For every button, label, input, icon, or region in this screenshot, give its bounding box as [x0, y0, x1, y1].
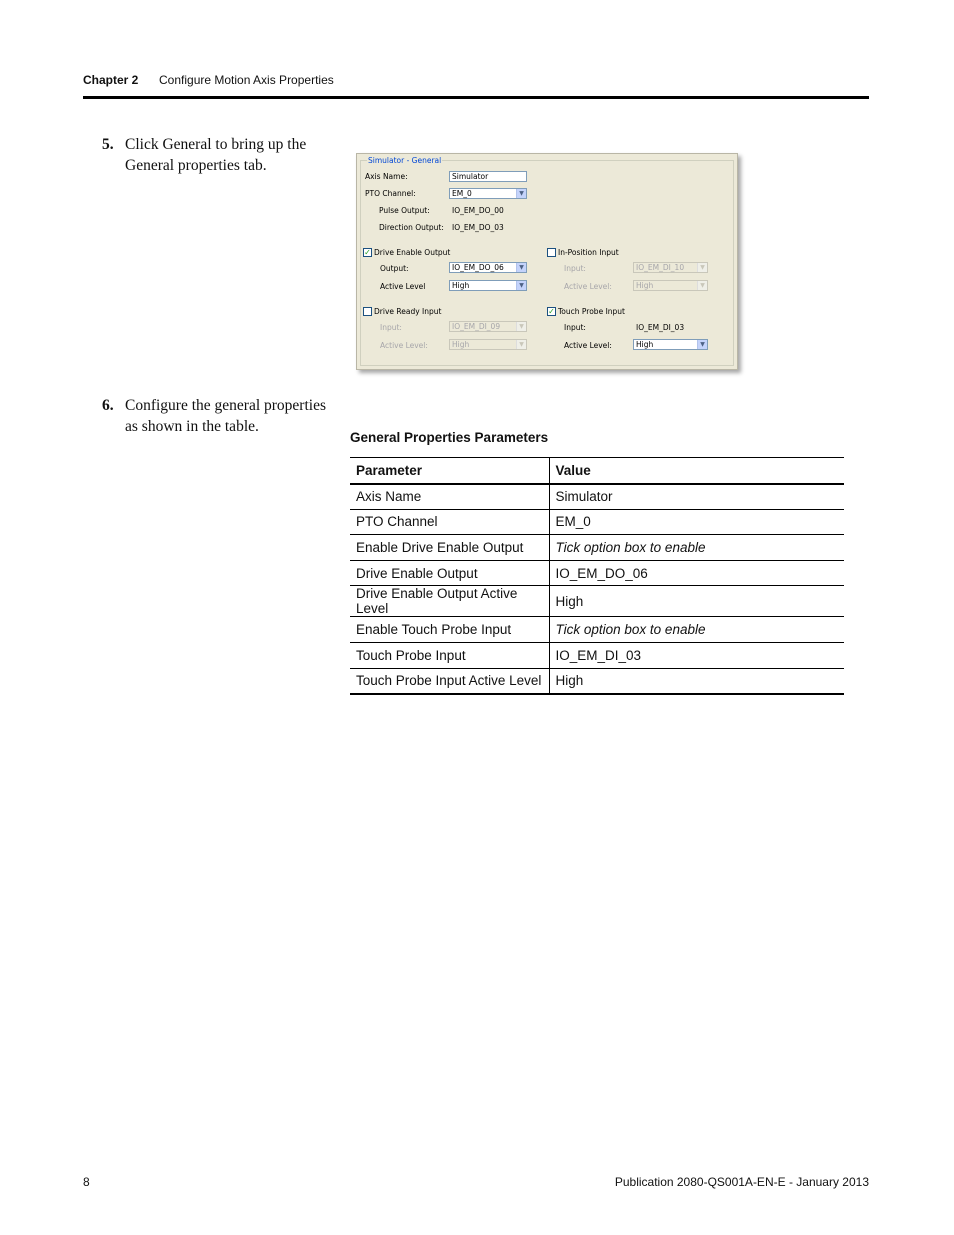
- touch-probe-label: Touch Probe Input: [558, 307, 625, 316]
- value-cell: IO_EM_DI_03: [549, 642, 844, 668]
- column-header: Value: [549, 458, 844, 484]
- table-caption: General Properties Parameters: [350, 430, 549, 445]
- drive-enable-output-label: Output:: [380, 264, 409, 273]
- touch-probe-input-value: IO_EM_DI_03: [636, 323, 685, 332]
- value-cell: EM_0: [549, 509, 844, 535]
- pto-channel-value: EM_0: [452, 189, 472, 198]
- drive-ready-input-label: Input:: [380, 323, 402, 332]
- in-position-level-value: High: [636, 281, 654, 290]
- drive-enable-level-label: Active Level: [380, 282, 426, 291]
- column-header: Parameter: [350, 458, 549, 484]
- drive-enable-checkbox[interactable]: ✓: [364, 248, 371, 257]
- table-header-row: [350, 458, 844, 484]
- general-properties-table: [350, 457, 844, 695]
- step-text: Configure the general properties as shown in the table.: [125, 397, 326, 435]
- chevron-down-icon[interactable]: ▼: [516, 322, 526, 331]
- touch-probe-input-label: Input:: [564, 323, 586, 332]
- drive-ready-level-label: Active Level:: [380, 341, 428, 350]
- value-cell: High: [549, 586, 844, 617]
- chevron-down-icon[interactable]: ▼: [516, 340, 526, 349]
- drive-ready-label: Drive Ready Input: [374, 307, 442, 316]
- drive-ready-input-select[interactable]: [449, 321, 527, 332]
- page-number: 8: [83, 1175, 90, 1189]
- drive-enable-output-select[interactable]: [449, 262, 527, 273]
- in-position-input-label: Input:: [564, 264, 586, 273]
- step-number: 6.: [102, 397, 114, 414]
- in-position-checkbox[interactable]: [547, 248, 556, 257]
- value-cell: High: [549, 668, 844, 694]
- in-position-level-label: Active Level:: [564, 282, 612, 291]
- parameter-cell: Touch Probe Input Active Level: [350, 668, 549, 694]
- simulator-general-group: [360, 156, 734, 366]
- chevron-down-icon[interactable]: ▼: [516, 263, 526, 272]
- parameter-cell: Drive Enable Output: [350, 560, 549, 586]
- parameter-cell: Axis Name: [350, 484, 549, 510]
- parameter-cell: Enable Drive Enable Output: [350, 535, 549, 561]
- in-position-level-select[interactable]: [633, 280, 708, 291]
- drive-ready-level-value: High: [452, 340, 470, 349]
- table-row: [350, 509, 844, 535]
- step-number: 5.: [102, 136, 114, 153]
- touch-probe-level-label: Active Level:: [564, 341, 612, 350]
- drive-ready-level-select[interactable]: [449, 339, 527, 350]
- chevron-down-icon[interactable]: ▼: [697, 263, 707, 272]
- drive-enable-level-value: High: [452, 281, 470, 290]
- table-row: [350, 484, 844, 510]
- direction-output-value: IO_EM_DO_03: [452, 223, 504, 232]
- pulse-output-value: IO_EM_DO_00: [452, 206, 504, 215]
- header-rule: [83, 96, 869, 99]
- chapter-label: Chapter 2: [83, 73, 139, 87]
- table-row: [350, 586, 844, 617]
- in-position-input-select[interactable]: [633, 262, 708, 273]
- chevron-down-icon[interactable]: ▼: [697, 340, 707, 349]
- value-cell: Simulator: [549, 484, 844, 510]
- table-row: [350, 535, 844, 561]
- step-text: Click General to bring up the General properties tab.: [125, 136, 307, 174]
- drive-enable-label: Drive Enable Output: [374, 248, 451, 257]
- chapter-title: Configure Motion Axis Properties: [159, 73, 334, 87]
- value-cell: IO_EM_DO_06: [549, 560, 844, 586]
- pto-channel-select[interactable]: [449, 188, 527, 199]
- table-row: [350, 642, 844, 668]
- direction-output-label: Direction Output:: [379, 223, 444, 232]
- pto-channel-label: PTO Channel:: [365, 189, 416, 198]
- axis-name-input[interactable]: Simulator: [449, 171, 527, 182]
- parameter-cell: PTO Channel: [350, 509, 549, 535]
- drive-enable-output-value: IO_EM_DO_06: [452, 263, 504, 272]
- drive-enable-level-select[interactable]: [449, 280, 527, 291]
- chevron-down-icon[interactable]: ▼: [516, 281, 526, 290]
- pulse-output-label: Pulse Output:: [379, 206, 430, 215]
- table-row: [350, 560, 844, 586]
- parameter-cell: Touch Probe Input: [350, 642, 549, 668]
- chevron-down-icon[interactable]: ▼: [516, 189, 526, 198]
- touch-probe-checkbox[interactable]: ✓: [548, 307, 555, 316]
- table-row: [350, 617, 844, 643]
- general-properties-dialog: [356, 153, 738, 370]
- drive-ready-input-value: IO_EM_DI_09: [452, 322, 501, 331]
- table-row: [350, 668, 844, 694]
- value-cell: Tick option box to enable: [549, 617, 844, 643]
- parameter-cell: Drive Enable Output Active Level: [350, 586, 549, 617]
- touch-probe-level-value: High: [636, 340, 654, 349]
- step-5: [102, 134, 342, 178]
- chevron-down-icon[interactable]: ▼: [697, 281, 707, 290]
- in-position-label: In-Position Input: [558, 248, 619, 257]
- axis-name-label: Axis Name:: [365, 172, 408, 181]
- step-6: [102, 395, 342, 439]
- in-position-input-value: IO_EM_DI_10: [636, 263, 685, 272]
- group-title: Simulator - General: [368, 156, 442, 165]
- value-cell: Tick option box to enable: [549, 535, 844, 561]
- publication-info: Publication 2080-QS001A-EN-E - January 2013: [614, 1175, 869, 1189]
- drive-ready-checkbox[interactable]: [363, 307, 372, 316]
- parameter-cell: Enable Touch Probe Input: [350, 617, 549, 643]
- touch-probe-level-select[interactable]: [633, 339, 708, 350]
